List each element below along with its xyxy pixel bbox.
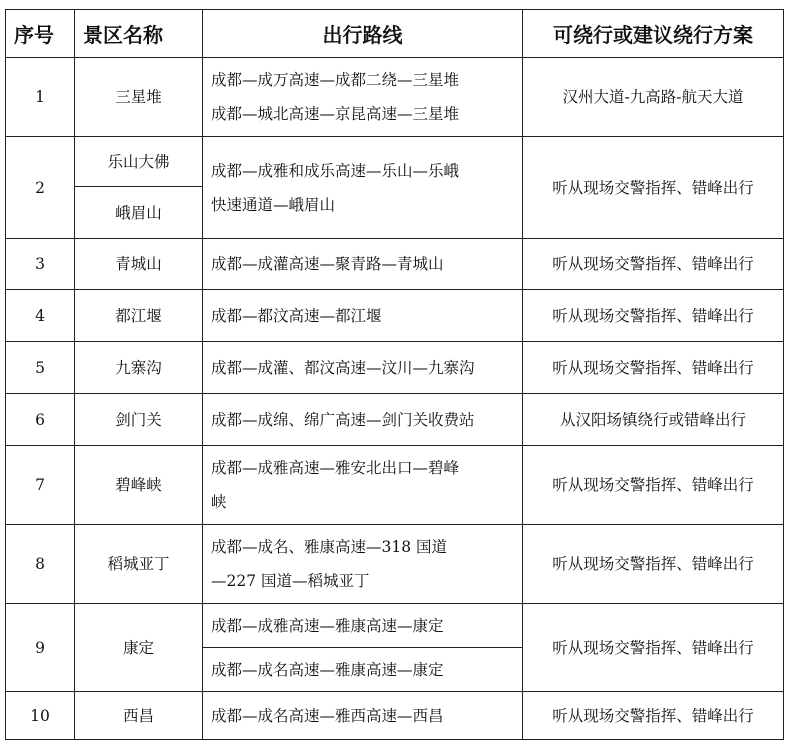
header-route: 出行路线	[203, 10, 523, 58]
row-index: 5	[6, 342, 75, 394]
detour-text: 从汉阳场镇绕行或错峰出行	[523, 394, 784, 446]
table-row	[6, 137, 784, 187]
detour-text: 听从现场交警指挥、错峰出行	[523, 137, 784, 239]
spot-name: 康定	[75, 604, 203, 692]
table-row	[6, 58, 784, 137]
table-row	[6, 446, 784, 525]
spot-name: 西昌	[75, 692, 203, 740]
detour-text: 听从现场交警指挥、错峰出行	[523, 692, 784, 740]
detour-text: 听从现场交警指挥、错峰出行	[523, 604, 784, 692]
route-text: 成都—成名高速—雅康高速—康定	[203, 648, 523, 692]
route-text: 成都—成雅高速—雅安北出口—碧峰 峡	[203, 446, 523, 525]
row-index: 6	[6, 394, 75, 446]
route-text: 成都—都汶高速—都江堰	[203, 290, 523, 342]
row-index: 3	[6, 239, 75, 290]
row-index: 4	[6, 290, 75, 342]
row-index: 10	[6, 692, 75, 740]
route-text: 成都—成绵、绵广高速—剑门关收费站	[203, 394, 523, 446]
table-row	[6, 239, 784, 290]
header-row	[6, 10, 784, 58]
detour-text: 听从现场交警指挥、错峰出行	[523, 525, 784, 604]
table-row	[6, 394, 784, 446]
row-index: 9	[6, 604, 75, 692]
table-row	[6, 525, 784, 604]
route-text: 成都—成万高速—成都二绕—三星堆 成都—城北高速—京昆高速—三星堆	[203, 58, 523, 137]
route-text: 成都—成雅高速—雅康高速—康定	[203, 604, 523, 648]
table-row	[6, 342, 784, 394]
detour-text: 听从现场交警指挥、错峰出行	[523, 239, 784, 290]
route-text: 成都—成雅和成乐高速—乐山—乐峨 快速通道—峨眉山	[203, 137, 523, 239]
header-index: 序号	[6, 10, 75, 58]
spot-name: 剑门关	[75, 394, 203, 446]
table-row	[6, 604, 784, 648]
row-index: 7	[6, 446, 75, 525]
header-spot-name: 景区名称	[75, 10, 203, 58]
spot-name: 三星堆	[75, 58, 203, 137]
route-text: 成都—成灌高速—聚青路—青城山	[203, 239, 523, 290]
spot-name: 都江堰	[75, 290, 203, 342]
route-text: 成都—成名、雅康高速—318 国道 —227 国道—稻城亚丁	[203, 525, 523, 604]
row-index: 1	[6, 58, 75, 137]
spot-name: 碧峰峡	[75, 446, 203, 525]
table-row	[6, 290, 784, 342]
row-index: 2	[6, 137, 75, 239]
row-index: 8	[6, 525, 75, 604]
detour-text: 听从现场交警指挥、错峰出行	[523, 446, 784, 525]
route-text: 成都—成灌、都汶高速—汶川—九寨沟	[203, 342, 523, 394]
spot-name: 峨眉山	[75, 187, 203, 239]
header-detour: 可绕行或建议绕行方案	[523, 10, 784, 58]
spot-name: 青城山	[75, 239, 203, 290]
spot-name: 稻城亚丁	[75, 525, 203, 604]
detour-text: 听从现场交警指挥、错峰出行	[523, 290, 784, 342]
route-text: 成都—成名高速—雅西高速—西昌	[203, 692, 523, 740]
spot-name: 乐山大佛	[75, 137, 203, 187]
spot-name: 九寨沟	[75, 342, 203, 394]
detour-text: 汉州大道-九高路-航天大道	[523, 58, 784, 137]
table-row	[6, 692, 784, 740]
detour-text: 听从现场交警指挥、错峰出行	[523, 342, 784, 394]
route-table	[5, 9, 784, 740]
